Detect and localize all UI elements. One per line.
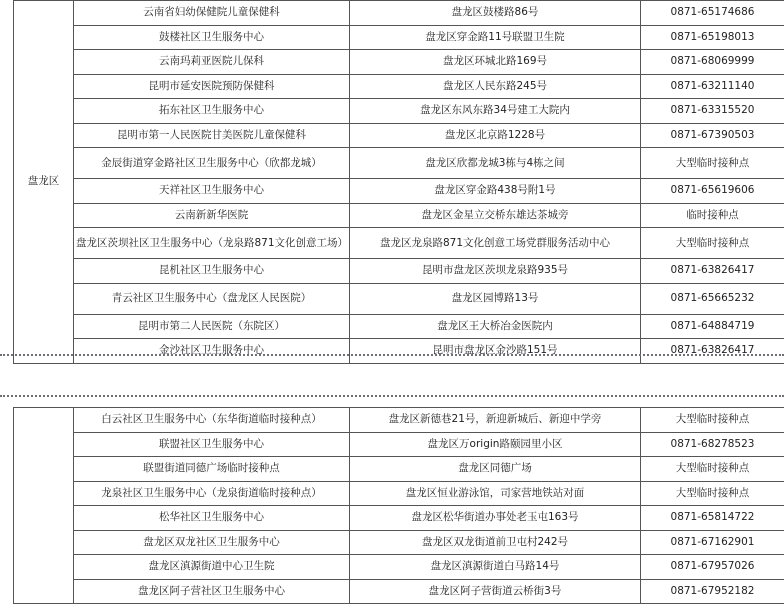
table-row	[14, 339, 784, 364]
address-cell: 盘龙区穿金路11号联盟卫生院	[350, 25, 641, 50]
address-cell: 盘龙区龙泉路871文化创意工场党群服务活动中心	[350, 228, 641, 259]
site-name-cell: 盘龙区阿子营社区卫生服务中心	[74, 579, 350, 604]
site-name-cell: 金沙社区卫生服务中心	[74, 339, 350, 364]
phone-cell: 0871-68069999	[641, 50, 784, 75]
table-row	[14, 481, 784, 506]
address-cell: 盘龙区鼓楼路86号	[350, 1, 641, 26]
site-name-cell: 拓东社区卫生服务中心	[74, 99, 350, 124]
table-row	[14, 555, 784, 580]
dotted-divider	[0, 395, 784, 397]
table-row	[14, 506, 784, 531]
vaccination-sites-table-bottom	[0, 407, 784, 605]
address-cell: 盘龙区人民东路245号	[350, 74, 641, 99]
phone-cell: 0871-67957026	[641, 555, 784, 580]
site-name-cell: 青云社区卫生服务中心（盘龙区人民医院）	[74, 283, 350, 314]
address-cell: 盘龙区王大桥冶金医院内	[350, 314, 641, 339]
table-row	[14, 228, 784, 259]
address-cell: 盘龙区欣都龙城3栋与4栋之间	[350, 148, 641, 179]
site-name-cell: 昆明市延安医院预防保健科	[74, 74, 350, 99]
address-cell: 盘龙区同德广场	[350, 457, 641, 482]
address-cell: 盘龙区万origin路颐园里小区	[350, 432, 641, 457]
address-cell: 盘龙区松华街道办事处老玉屯163号	[350, 506, 641, 531]
district-cell: 盘龙区	[14, 1, 74, 364]
table-row	[14, 314, 784, 339]
table-row	[14, 259, 784, 284]
site-name-cell: 盘龙区双龙社区卫生服务中心	[74, 530, 350, 555]
table-row	[14, 457, 784, 482]
address-cell: 盘龙区阿子营街道云桥街3号	[350, 579, 641, 604]
site-name-cell: 天祥社区卫生服务中心	[74, 179, 350, 204]
address-cell: 盘龙区双龙街道前卫屯村242号	[350, 530, 641, 555]
phone-cell: 大型临时接种点	[641, 148, 784, 179]
table-row	[14, 579, 784, 604]
table-row	[14, 148, 784, 179]
table-row	[14, 1, 784, 26]
phone-cell: 0871-63826417	[641, 259, 784, 284]
table-row	[14, 432, 784, 457]
address-cell: 昆明市盘龙区金沙路151号	[350, 339, 641, 364]
address-cell: 盘龙区滇源街道白马路14号	[350, 555, 641, 580]
phone-cell: 0871-64884719	[641, 314, 784, 339]
address-cell: 盘龙区恒业游泳馆，司家营地铁站对面	[350, 481, 641, 506]
site-name-cell: 金辰街道穿金路社区卫生服务中心（欣都龙城）	[74, 148, 350, 179]
district-cell	[14, 408, 74, 604]
site-name-cell: 云南新新华医院	[74, 203, 350, 228]
phone-cell: 0871-65174686	[641, 1, 784, 26]
address-cell: 盘龙区园博路13号	[350, 283, 641, 314]
phone-cell: 大型临时接种点	[641, 408, 784, 433]
table-row	[14, 408, 784, 433]
phone-cell: 0871-65198013	[641, 25, 784, 50]
phone-cell: 大型临时接种点	[641, 481, 784, 506]
site-name-cell: 盘龙区滇源街道中心卫生院	[74, 555, 350, 580]
phone-cell: 0871-63315520	[641, 99, 784, 124]
table-row	[14, 25, 784, 50]
table-row	[14, 203, 784, 228]
phone-cell: 0871-67952182	[641, 579, 784, 604]
site-name-cell: 昆明市第二人民医院（东院区）	[74, 314, 350, 339]
site-name-cell: 昆机社区卫生服务中心	[74, 259, 350, 284]
address-cell: 盘龙区穿金路438号附1号	[350, 179, 641, 204]
site-name-cell: 联盟社区卫生服务中心	[74, 432, 350, 457]
address-cell: 盘龙区金星立交桥东雄达茶城旁	[350, 203, 641, 228]
table-row	[14, 179, 784, 204]
table-row	[14, 74, 784, 99]
phone-cell: 大型临时接种点	[641, 228, 784, 259]
sites-table	[13, 0, 784, 364]
dotted-divider	[0, 354, 784, 356]
site-name-cell: 联盟街道同德广场临时接种点	[74, 457, 350, 482]
phone-cell: 0871-68278523	[641, 432, 784, 457]
phone-cell: 0871-65814722	[641, 506, 784, 531]
phone-cell: 0871-63211140	[641, 74, 784, 99]
address-cell: 盘龙区东风东路34号建工大院内	[350, 99, 641, 124]
phone-cell: 大型临时接种点	[641, 457, 784, 482]
phone-cell: 0871-65619606	[641, 179, 784, 204]
table-row	[14, 283, 784, 314]
phone-cell: 临时接种点	[641, 203, 784, 228]
table-row	[14, 99, 784, 124]
phone-cell: 0871-65665232	[641, 283, 784, 314]
table-row	[14, 50, 784, 75]
sites-table	[13, 407, 784, 604]
site-name-cell: 云南省妇幼保健院儿童保健科	[74, 1, 350, 26]
table-row	[14, 530, 784, 555]
phone-cell: 0871-63826417	[641, 339, 784, 364]
phone-cell: 0871-67390503	[641, 123, 784, 148]
site-name-cell: 白云社区卫生服务中心（东华街道临时接种点）	[74, 408, 350, 433]
site-name-cell: 鼓楼社区卫生服务中心	[74, 25, 350, 50]
address-cell: 盘龙区环城北路169号	[350, 50, 641, 75]
address-cell: 昆明市盘龙区茨坝龙泉路935号	[350, 259, 641, 284]
address-cell: 盘龙区新德巷21号，新迎新城后、新迎中学旁	[350, 408, 641, 433]
site-name-cell: 云南玛莉亚医院儿保科	[74, 50, 350, 75]
phone-cell: 0871-67162901	[641, 530, 784, 555]
address-cell: 盘龙区北京路1228号	[350, 123, 641, 148]
site-name-cell: 龙泉社区卫生服务中心（龙泉街道临时接种点）	[74, 481, 350, 506]
site-name-cell: 盘龙区茨坝社区卫生服务中心（龙泉路871文化创意工场）	[74, 228, 350, 259]
site-name-cell: 松华社区卫生服务中心	[74, 506, 350, 531]
table-row	[14, 123, 784, 148]
site-name-cell: 昆明市第一人民医院甘美医院儿童保健科	[74, 123, 350, 148]
